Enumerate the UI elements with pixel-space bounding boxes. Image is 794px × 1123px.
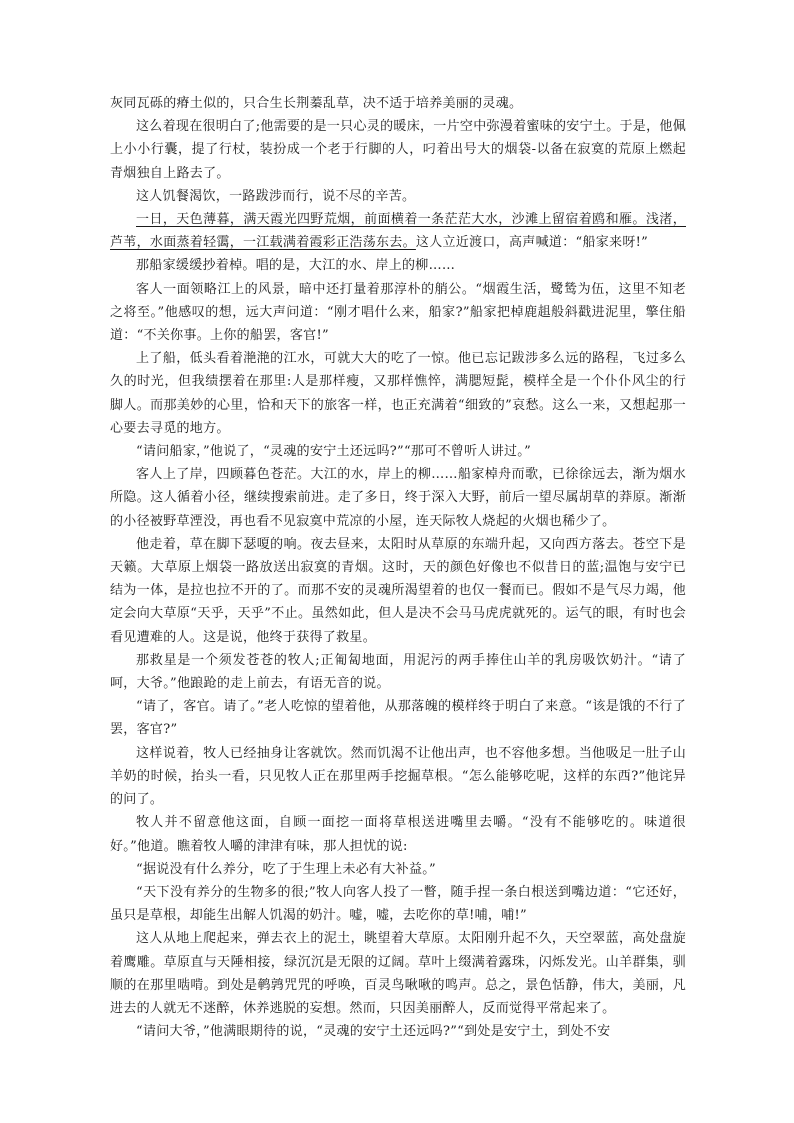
paragraph-16: “天下没有养分的生物多的很;”牧人向客人投了一瞥，随手捏一条白根送到嘴边道：“它还好，虽只是草根，却能生出解人饥渴的奶汁。嘘，嘘，去吃你的草!哺，哺!”	[110, 884, 686, 924]
paragraph-1: 灰同瓦砾的瘠土似的，只合生长荆蓁乱草，决不适于培养美丽的灵魂。	[110, 96, 523, 111]
paragraph-8: “请问船家，”他说了，“灵魂的安宁土还远吗?”“那可不曾听人讲过。”	[136, 444, 532, 460]
paragraph-4-rest: 这人立近渡口，高声喊道：“船家来呀!”	[415, 235, 649, 251]
paragraph-17: 这人从地上爬起来，弹去衣上的泥土，眺望着大草原。太阳刚升起不久，天空翠蓝，高处盘旋着鹰雕。草原直与天陲相接，绿沉沉是无限的辽阔。草叶上缀满着露珠，闪烁发光。山羊群集，驯顺的在那里啮啃。到处是鹌鹑咒咒的呼唤，百灵鸟啾啾的鸣声。总之，景色恬静，伟大，美丽，凡进去的人就无不迷醉，休养逃脱的妄想。然而，只因美丽醉人，反而觉得平常起来了。	[110, 931, 686, 1016]
paragraph-9: 客人上了岸，四顾暮色苍茫。大江的水，岸上的柳……船家棹舟而歌，已徐徐远去，渐为烟水所隐。这人循着小径，继续搜索前进。走了多日，终于深入大野，前后一望尽属胡草的莽原。渐渐的小径被野草湮没，再也看不见寂寞中荒凉的小屋，连天际牧人烧起的火烟也稀少了。	[110, 467, 686, 529]
underlined-passage: 一日，天色薄暮，满天霞光四野荒烟，前面横着一条茫茫大水，沙滩上留宿着鸥和雁。浅渚，芦苇，水面蒸着轻霭，一江载满着霞彩正浩荡东去。	[110, 212, 686, 251]
paragraph-15: “据说没有什么养分，吃了于生理上未必有大补益。”	[136, 861, 436, 877]
paragraph-10: 他走着，草在脚下瑟嗄的响。夜去昼来，太阳时从草原的东端升起，又向西方落去。苍空下是天籁。大草原上烟袋一路放送出寂寞的青烟。这时，天的颜色好像也不似昔日的蓝;温饱与安宁已结为一体，是拉也拉不开的了。而那不安的灵魂所渴望着的也仅一餐而已。假如不是气尽力竭，他定会向大草原“天乎，天乎”不止。虽然如此，但人是决不会马马虎虎就死的。运气的眼，有时也会看见遭难的人。这是说，他终于获得了救星。	[110, 536, 686, 645]
paragraph-18: “请问大爷，”他满眼期待的说，“灵魂的安宁土还远吗?”“到处是安宁土，到处不安	[136, 1024, 611, 1040]
paragraph-4	[110, 208, 686, 254]
document-page	[110, 92, 686, 1043]
paragraph-11: 那救星是一个须发苍苍的牧人;正匍匐地面，用泥污的两手捧住山羊的乳房吸饮奶汁。“请了呵，大爷。”他踉跄的走上前去，有语无音的说。	[110, 652, 686, 692]
paragraph-3: 这人饥餐渴饮，一路跋涉而行，说不尽的辛苦。	[136, 188, 416, 204]
paragraph-2: 这么着现在很明白了;他需要的是一只心灵的暖床，一片空中弥漫着蜜味的安宁土。于是，他佩上小小行囊，提了行杖，装扮成一个老于行脚的人，叼着出号大的烟袋-以备在寂寞的荒原上燃起青烟独自上路去了。	[110, 119, 686, 181]
paragraph-12: “请了，客官。请了。”老人吃惊的望着他，从那落魄的模样终于明白了来意。“该是饿的不行了罢，客官?”	[110, 699, 686, 738]
paragraph-5: 那船家缓缓抄着棹。唱的是，大江的水、岸上的柳……	[136, 258, 456, 274]
paragraph-6: 客人一面领略江上的风景，暗中还打量着那淳朴的艄公。“烟霞生活，鹭鸶为伍，这里不知老之将至。”他感叹的想，远大声问道：“刚才唱什么来，船家?”船家把棹鹿趄般斜戳进泥里，擎住船道：“不关你事。上你的船罢，客官!”	[110, 281, 686, 344]
paragraph-14: 牧人并不留意他这面，自顾一面挖一面将草根送进嘴里去嚼。“没有不能够吃的。味道很好。”他道。瞧着牧人嚼的津津有味，那人担忧的说:	[110, 815, 686, 854]
paragraph-13: 这样说着，牧人已经抽身让客就饮。然而饥渴不让他出声，也不容他多想。当他吸足一肚子山羊奶的时候，抬头一看，只见牧人正在那里两手挖掘草根。“怎么能够吃呢，这样的东西?”他诧异的问了。	[110, 745, 686, 808]
paragraph-7: 上了船，低头看着滟滟的江水，可就大大的吃了一惊。他已忘记跋涉多么远的路程，飞过多么久的时光，但我绩摆着在那里:人是那样瘦，又那样憔悴，满腮短髭，模样全是一个仆仆风尘的行脚人。而那美妙的心里，恰和天下的旅客一样，也正充满着“细致的”哀愁。这么一来，又想起那一心要去寻觅的地方。	[110, 351, 686, 436]
